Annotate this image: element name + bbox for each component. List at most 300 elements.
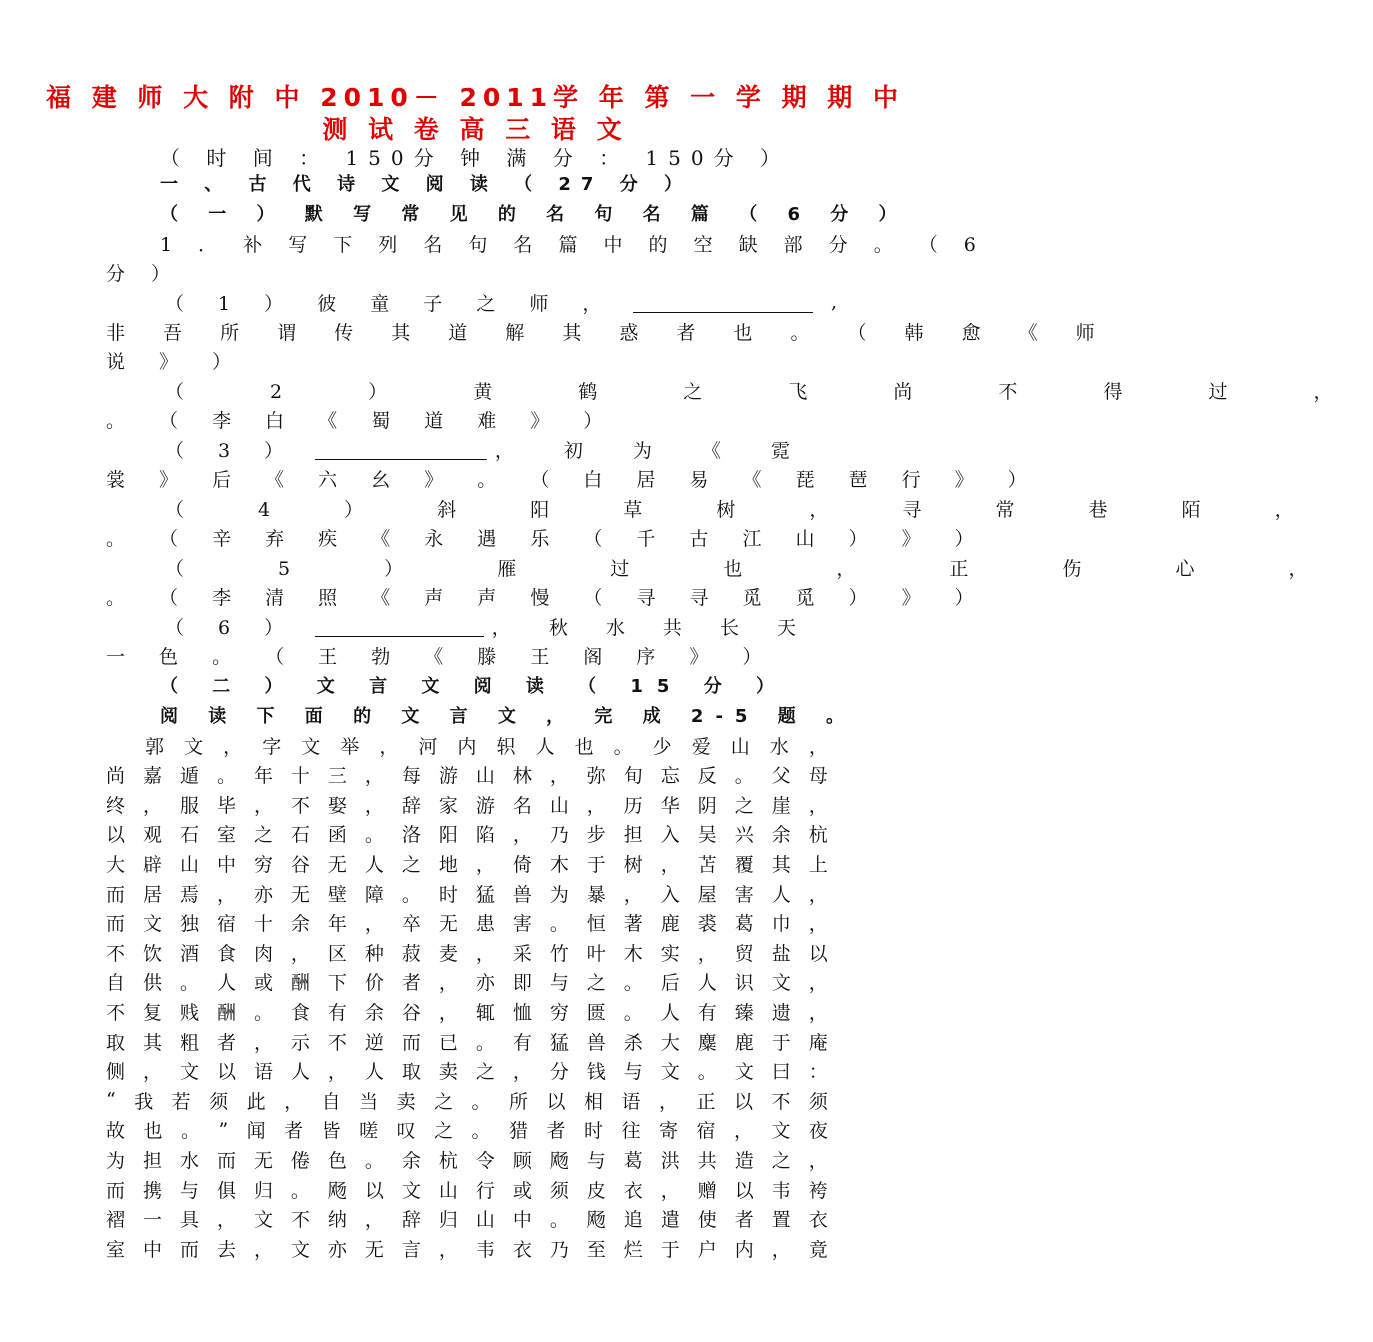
passage-char: 飏 (549, 1149, 569, 1172)
passage-char: 追 (623, 1209, 643, 1232)
passage-char: 鹿 (660, 913, 680, 936)
passage-char: 宿 (216, 913, 236, 936)
passage-char: 之 (771, 1149, 791, 1172)
passage-char: 兴 (734, 824, 754, 847)
passage-line (106, 760, 828, 790)
passage-char: 障 (364, 883, 384, 906)
passage-char: 食 (216, 942, 236, 965)
passage-char: 覆 (734, 853, 754, 876)
passage-char: 共 (697, 1149, 717, 1172)
passage-char: 归 (253, 1179, 273, 1202)
passage-char: 人 (660, 1001, 680, 1024)
item-2-source: 。 （ 李 白 《 蜀 道 难 》 ） (106, 409, 617, 432)
passage-char: 人 (771, 883, 791, 906)
passage-char: 语 (621, 1090, 641, 1113)
passage-char: 观 (142, 824, 162, 847)
passage-char: 以 (734, 1179, 754, 1202)
passage-char: 爱 (691, 735, 711, 758)
passage-char: ， (364, 794, 384, 817)
passage-char: 山 (438, 1179, 458, 1202)
passage-char: ， (808, 1001, 828, 1024)
passage-char: 者 (546, 1120, 566, 1143)
passage-char: 木 (623, 942, 643, 965)
passage-char: ， (364, 765, 384, 788)
passage-char: 夜 (808, 1120, 828, 1143)
item-5-line2 (106, 581, 988, 611)
passage-char: 有 (697, 1001, 717, 1024)
passage-char: 不 (290, 1209, 310, 1232)
passage-char: 十 (253, 913, 273, 936)
passage-char: 倦 (290, 1149, 310, 1172)
passage-char: ： (808, 1061, 828, 1084)
passage-char: 宿 (696, 1120, 716, 1143)
doc-title-line2: 测 试 卷 高 三 语 文 (322, 115, 628, 144)
passage-char: 裘 (697, 913, 717, 936)
passage-char: 以 (733, 1090, 753, 1113)
item-2-line2 (106, 404, 828, 434)
exam-meta: （ 时 间 ： 150分 钟 满 分 ： 150分 ） (160, 146, 790, 170)
passage-char: 皆 (321, 1120, 341, 1143)
item-4-text: （ 4 ） 斜 阳 草 树 ， 寻 常 巷 陌 ， (165, 498, 1328, 521)
passage-char: 余 (364, 1001, 384, 1024)
passage-char: 文 (290, 1238, 310, 1261)
passage-char: 为 (549, 883, 569, 906)
passage-char: 亦 (475, 972, 495, 995)
passage-line (106, 730, 828, 760)
item-4-line1 (165, 493, 1328, 523)
passage-char: 壁 (327, 883, 347, 906)
passage-line (106, 789, 828, 819)
section-heading-1b-text: （ 二 ） 文 言 文 阅 读 （ 15 分 ） (160, 676, 788, 697)
passage-char: 酬 (290, 972, 310, 995)
item-3-source: 裳 》 后 《 六 幺 》 。 （ 白 居 易 《 琵 琶 行 》 ） (106, 468, 1041, 491)
passage-char: 时 (584, 1120, 604, 1143)
passage-char: 以 (106, 824, 126, 847)
passage-char: ， (771, 1238, 791, 1261)
passage-char: 辟 (142, 853, 162, 876)
passage-char: ， (660, 853, 680, 876)
passage-char: 地 (438, 853, 458, 876)
passage-char: 鹿 (734, 1031, 754, 1054)
item-6-blank[interactable] (315, 616, 484, 637)
passage-line (106, 967, 828, 997)
passage-char: 皮 (586, 1179, 606, 1202)
passage-char: 文 (771, 1120, 791, 1143)
passage-char: 洛 (401, 824, 421, 847)
passage-line (106, 1204, 828, 1234)
passage-char: ， (512, 1061, 532, 1084)
item-3-line1 (165, 434, 830, 464)
passage-char: 葛 (734, 913, 754, 936)
passage-char: 猎 (509, 1120, 529, 1143)
passage-line (106, 1233, 828, 1263)
passage-char: ， (808, 972, 828, 995)
passage-char: 臻 (734, 1001, 754, 1024)
passage-char: 肉 (253, 942, 273, 965)
passage-char: 与 (623, 1061, 643, 1084)
passage-char: 郭 (145, 735, 165, 758)
passage-char: 供 (142, 972, 162, 995)
passage-char: 石 (290, 824, 310, 847)
passage-char: 恤 (512, 1001, 532, 1024)
passage-char: 游 (438, 765, 458, 788)
passage-char: 也 (143, 1120, 163, 1143)
section-heading-1-text: 一 、 古 代 诗 文 阅 读 （ 27 分 ） (160, 174, 692, 195)
passage-char: 纳 (327, 1209, 347, 1232)
passage-char: 菽 (401, 942, 421, 965)
passage-char: 者 (216, 1031, 236, 1054)
passage-char: 至 (586, 1238, 606, 1261)
passage-char: 卖 (438, 1061, 458, 1084)
passage-char: 余 (290, 913, 310, 936)
passage-char: 时 (438, 883, 458, 906)
passage-char: 嗟 (359, 1120, 379, 1143)
passage-char: 文 (179, 1061, 199, 1084)
passage-char: 文 (253, 1209, 273, 1232)
passage-char: 。 (734, 765, 754, 788)
passage-char: 。 (471, 1120, 491, 1143)
item-1-text-cont: 非 吾 所 谓 传 其 道 解 其 惑 者 也 。 （ 韩 愈 《 师 (106, 321, 1111, 344)
passage-char: 文 (301, 735, 321, 758)
passage-char: 人 (697, 972, 717, 995)
passage-char: 示 (290, 1031, 310, 1054)
passage-char: 洪 (660, 1149, 680, 1172)
question-1-line1 (160, 228, 986, 258)
passage-char: 实 (660, 942, 680, 965)
passage-char: 庵 (808, 1031, 828, 1054)
passage-char: 正 (696, 1090, 716, 1113)
passage-char: 担 (623, 824, 643, 847)
passage-char: 无 (438, 913, 458, 936)
passage-char: 轵 (496, 735, 516, 758)
passage-char: 函 (327, 824, 347, 847)
passage-char: ， (697, 942, 717, 965)
passage-char: 卒 (401, 913, 421, 936)
passage-char: 反 (697, 765, 717, 788)
passage-char: 倚 (512, 853, 532, 876)
passage-char: 人 (535, 735, 555, 758)
passage-char: 人 (216, 972, 236, 995)
passage-char: ， (586, 794, 606, 817)
passage-char: 毕 (216, 794, 236, 817)
passage-line (106, 1056, 828, 1086)
passage-char: 当 (359, 1090, 379, 1113)
passage-char: 室 (216, 824, 236, 847)
passage-char: 杀 (623, 1031, 643, 1054)
passage-char: 以 (364, 1179, 384, 1202)
passage-char: 种 (364, 942, 384, 965)
item-1-line1 (165, 287, 855, 317)
passage-char: 大 (660, 1031, 680, 1054)
passage-char: 。 (216, 765, 236, 788)
passage-char: 。 (180, 1120, 200, 1143)
passage-char: 须 (209, 1090, 229, 1113)
passage-char: ， (142, 794, 162, 817)
passage-char: 于 (771, 1031, 791, 1054)
passage-char: 俱 (216, 1179, 236, 1202)
passage-char: 游 (475, 794, 495, 817)
passage-char: ， (808, 1149, 828, 1172)
passage-char: ， (549, 765, 569, 788)
passage-char: 步 (586, 824, 606, 847)
passage-char: 历 (623, 794, 643, 817)
passage-char: 也 (574, 735, 594, 758)
passage-char: 不 (106, 942, 126, 965)
passage-char: 粗 (179, 1031, 199, 1054)
passage-char: 苫 (697, 853, 717, 876)
passage-char: 之 (586, 972, 606, 995)
passage-char: 辞 (401, 794, 421, 817)
passage-char: 而 (106, 1179, 126, 1202)
reading-instruction (160, 700, 882, 730)
passage-char: 中 (142, 1238, 162, 1261)
passage-char: 复 (142, 1001, 162, 1024)
passage-char: 令 (475, 1149, 495, 1172)
passage-char: 著 (623, 913, 643, 936)
passage-char: 闻 (246, 1120, 266, 1143)
passage-char: 焉 (179, 883, 199, 906)
passage-char: 辞 (401, 1209, 421, 1232)
passage-char: 崖 (771, 794, 791, 817)
passage-char: 害 (734, 883, 754, 906)
passage-char: ， (808, 794, 828, 817)
passage-char: 为 (106, 1149, 126, 1172)
passage-line (106, 1026, 828, 1056)
passage-char: 室 (106, 1238, 126, 1261)
passage-char: 须 (549, 1179, 569, 1202)
passage-char: 亦 (253, 883, 273, 906)
passage-char: 下 (327, 972, 347, 995)
item-3-text: ， 初 为 《 霓 (494, 439, 812, 462)
passage-char: “ (106, 1089, 116, 1112)
section-heading-1a-text: （ 一 ） 默 写 常 见 的 名 句 名 篇 （ 6 分 ） (160, 204, 909, 225)
passage-char: ， (290, 942, 310, 965)
passage-char: 卖 (396, 1090, 416, 1113)
passage-char: 语 (253, 1061, 273, 1084)
passage-char: 价 (364, 972, 384, 995)
passage-char: 年 (327, 913, 347, 936)
passage-char: 内 (734, 1238, 754, 1261)
passage-char: 入 (660, 824, 680, 847)
passage-char: 贱 (179, 1001, 199, 1024)
passage-char: 所 (509, 1090, 529, 1113)
passage-char: 飏 (327, 1179, 347, 1202)
passage-char: 贸 (734, 942, 754, 965)
passage-line (106, 1144, 828, 1174)
passage-char: 文 (142, 913, 162, 936)
passage-char: ， (623, 883, 643, 906)
passage-char: 忘 (660, 765, 680, 788)
passage-char: 烂 (623, 1238, 643, 1261)
passage-char: 遣 (660, 1209, 680, 1232)
passage-char: 山 (179, 853, 199, 876)
passage-char: 顾 (512, 1149, 532, 1172)
passage-char: 钱 (586, 1061, 606, 1084)
passage-char: ， (733, 1120, 753, 1143)
passage-char: 林 (512, 765, 532, 788)
passage-char: 赠 (697, 1179, 717, 1202)
passage-char: 文 (660, 1061, 680, 1084)
passage-char: 或 (253, 972, 273, 995)
passage-char: 字 (262, 735, 282, 758)
passage-char: 携 (142, 1179, 162, 1202)
passage-char: 以 (546, 1090, 566, 1113)
passage-char: 不 (106, 1001, 126, 1024)
passage-char: 我 (134, 1090, 154, 1113)
passage-char: ， (808, 883, 828, 906)
passage-char: 匮 (586, 1001, 606, 1024)
passage-char: 归 (438, 1209, 458, 1232)
passage-char: 取 (401, 1061, 421, 1084)
passage-char: 辄 (475, 1001, 495, 1024)
passage-char: 造 (734, 1149, 754, 1172)
passage-char: 食 (290, 1001, 310, 1024)
passage-char: 自 (321, 1090, 341, 1113)
passage-char: 逆 (364, 1031, 384, 1054)
passage-char: 无 (253, 1149, 273, 1172)
passage-char: 于 (660, 1238, 680, 1261)
passage-char: 。 (623, 972, 643, 995)
passage-char: 山 (475, 1209, 495, 1232)
passage-char: 者 (734, 1209, 754, 1232)
item-1-source: 说 》 ） (106, 350, 246, 373)
passage-char: 杭 (438, 1149, 458, 1172)
passage-line (106, 937, 828, 967)
passage-char: 竟 (808, 1238, 828, 1261)
passage-char: 中 (512, 1209, 532, 1232)
passage-char: 。 (253, 1001, 273, 1024)
passage-char: ， (142, 1061, 162, 1084)
passage-char: 三 (327, 765, 347, 788)
passage-char: 曰 (771, 1061, 791, 1084)
passage-char: 麦 (438, 942, 458, 965)
passage-line (106, 996, 828, 1026)
passage-char: ， (284, 1090, 304, 1113)
passage-char: 之 (734, 794, 754, 817)
item-6-text: ， 秋 水 共 长 天 (491, 616, 812, 639)
passage-char: 置 (771, 1209, 791, 1232)
item-1-text: （ 1 ） 彼 童 子 之 师 ， (165, 292, 616, 315)
passage-char: 或 (512, 1179, 532, 1202)
passage-char: ， (512, 824, 532, 847)
passage-char: 娶 (327, 794, 347, 817)
passage-char: 后 (660, 972, 680, 995)
item-3-blank[interactable] (315, 439, 487, 460)
passage-char: 飏 (586, 1209, 606, 1232)
passage-char: 于 (586, 853, 606, 876)
passage-char: ， (438, 1001, 458, 1024)
passage-char: 之 (434, 1120, 454, 1143)
passage-char: 以 (216, 1061, 236, 1084)
passage-char: 盐 (771, 942, 791, 965)
passage-char: 者 (284, 1120, 304, 1143)
passage-char: ， (808, 735, 828, 758)
passage-char: 名 (512, 794, 532, 817)
passage-char: 旬 (623, 765, 643, 788)
passage-char: 自 (106, 972, 126, 995)
passage-char: 居 (142, 883, 162, 906)
item-5-text: （ 5 ） 雁 过 也 ， 正 伤 心 ， (165, 557, 1352, 580)
item-2-text: （ 2 ） 黄 鹤 之 飞 尚 不 得 过 ， (165, 380, 1373, 403)
passage-char: 。 (613, 735, 633, 758)
passage-char: 吴 (697, 824, 717, 847)
passage-char: 言 (401, 1238, 421, 1261)
passage-char: 木 (549, 853, 569, 876)
passage-line (106, 1085, 828, 1115)
passage-char: 衣 (623, 1179, 643, 1202)
item-6-source: 一 色 。 （ 王 勃 《 滕 王 阁 序 》 ） (106, 645, 776, 668)
item-4-line2 (106, 522, 988, 552)
passage-char: 树 (623, 853, 643, 876)
passage-char: 兽 (512, 883, 532, 906)
passage-char: 水 (179, 1149, 199, 1172)
passage-char: ， (808, 913, 828, 936)
passage-char: 谷 (290, 853, 310, 876)
section-heading-1b (160, 670, 882, 700)
passage-char: 酒 (179, 942, 199, 965)
passage-line (106, 1174, 828, 1204)
passage-char: 猛 (475, 883, 495, 906)
passage-char: 之 (475, 1061, 495, 1084)
passage-char: ， (216, 1209, 236, 1232)
passage-char: 。 (364, 1149, 384, 1172)
passage-char: 遗 (771, 1001, 791, 1024)
passage-char: ， (475, 942, 495, 965)
passage-char: 其 (142, 1031, 162, 1054)
passage-char: 侧 (106, 1061, 126, 1084)
passage-char: ， (223, 735, 243, 758)
passage-char: 猛 (549, 1031, 569, 1054)
passage-char: 叹 (396, 1120, 416, 1143)
passage-char: 。 (697, 1061, 717, 1084)
passage-char: 之 (253, 824, 273, 847)
question-1-text-cont: 分 ） (106, 262, 181, 285)
passage-char: 相 (584, 1090, 604, 1113)
passage-char: 入 (660, 883, 680, 906)
passage-char: 尚 (106, 765, 126, 788)
passage-char: 巾 (771, 913, 791, 936)
item-5-line1 (165, 552, 1352, 582)
passage-char: 暴 (586, 883, 606, 906)
passage-line (106, 878, 828, 908)
item-6-line1 (165, 611, 830, 641)
item-1-blank[interactable] (633, 292, 813, 313)
section-heading-1a (160, 198, 909, 228)
passage-char: 大 (106, 853, 126, 876)
passage-char: 兽 (586, 1031, 606, 1054)
passage-char: 少 (652, 735, 672, 758)
item-6-line2 (106, 640, 828, 670)
passage-char: 之 (434, 1090, 454, 1113)
passage-char: 谷 (401, 1001, 421, 1024)
passage-char: 内 (457, 735, 477, 758)
passage-char: 以 (808, 942, 828, 965)
passage-char: 亦 (327, 1238, 347, 1261)
passage-char: 石 (179, 824, 199, 847)
passage-char: 人 (290, 1061, 310, 1084)
passage-char: 独 (179, 913, 199, 936)
passage-line (106, 1115, 828, 1145)
passage-char: 屋 (697, 883, 717, 906)
passage-char: 文 (184, 735, 204, 758)
passage-char: 陷 (475, 824, 495, 847)
passage-char: 遁 (179, 765, 199, 788)
passage-char: 故 (106, 1120, 126, 1143)
passage-char: 上 (808, 853, 828, 876)
passage-char: 而 (401, 1031, 421, 1054)
passage-char: 衣 (512, 1238, 532, 1261)
passage-char: 不 (771, 1090, 791, 1113)
